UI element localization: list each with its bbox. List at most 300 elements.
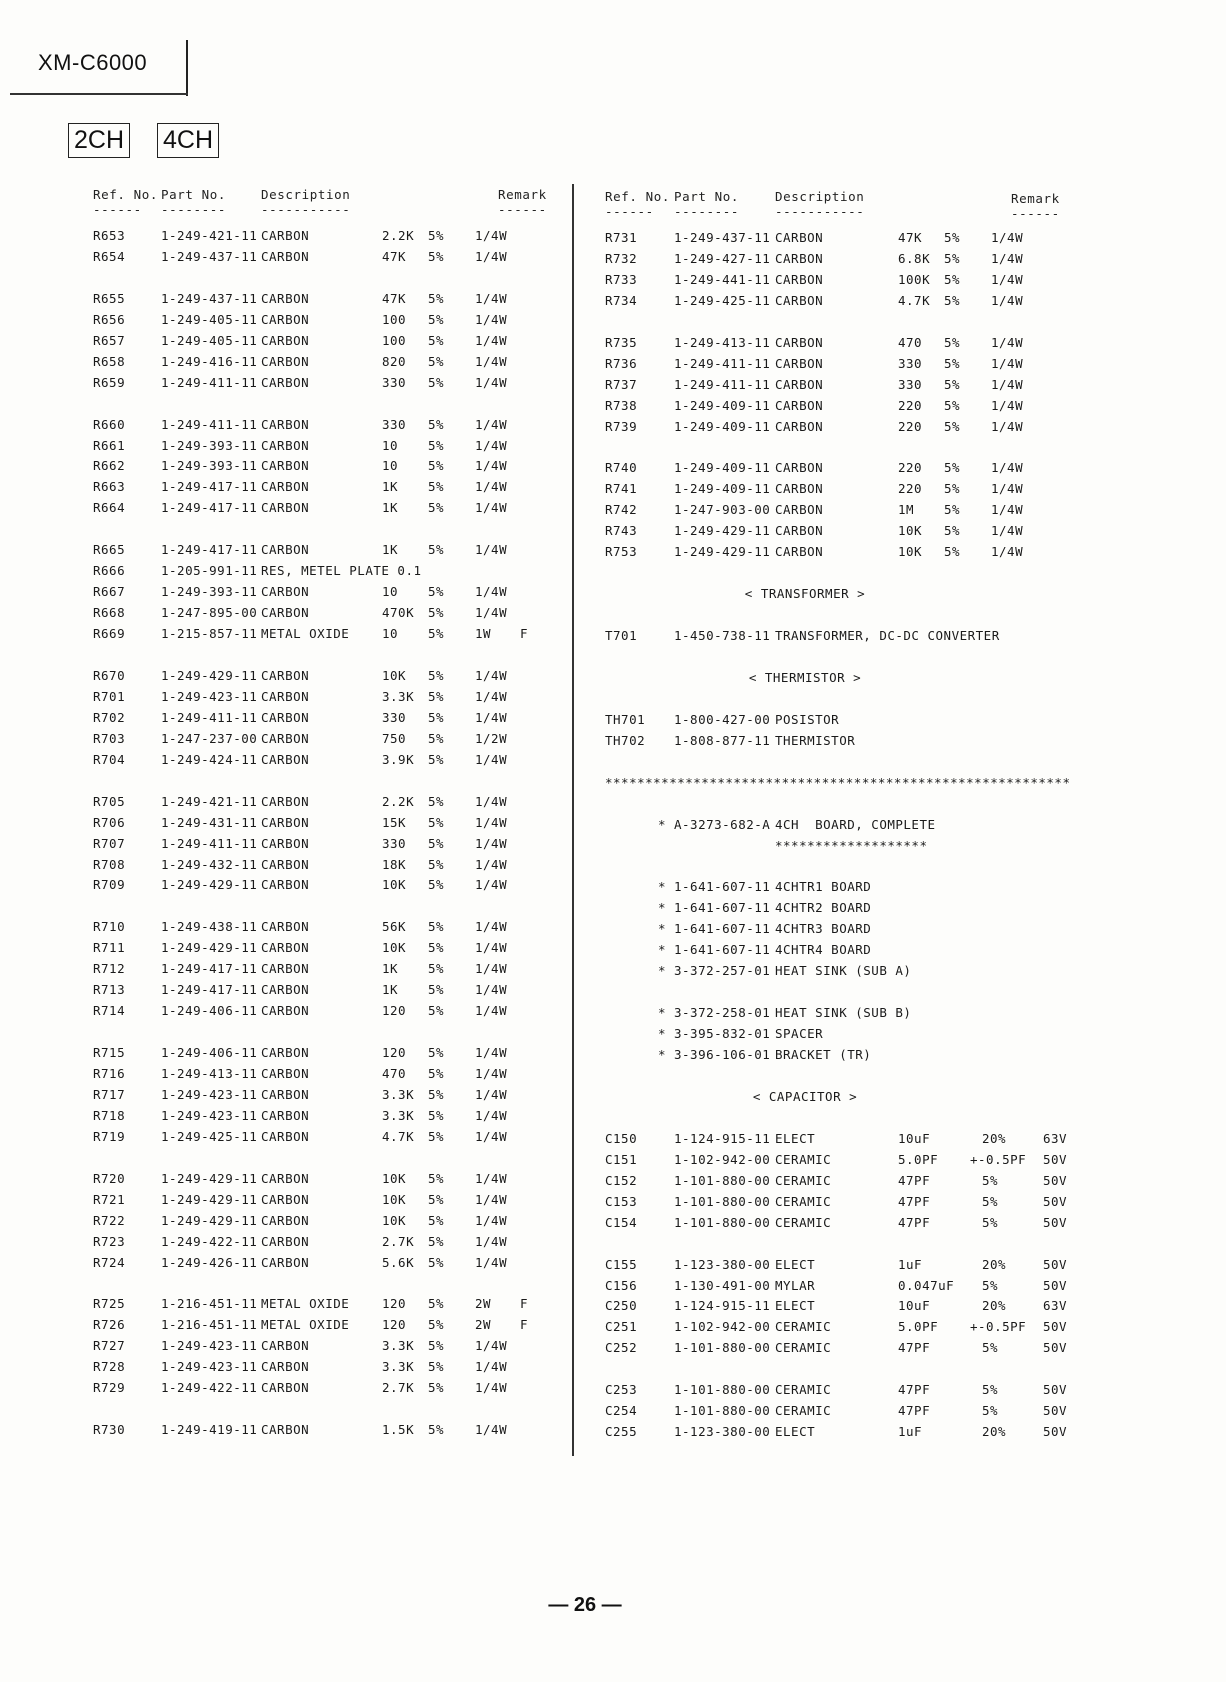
- description: CARBON: [775, 271, 824, 287]
- part-no: 1-249-429-11: [674, 544, 771, 560]
- table-row: [0, 270, 1226, 290]
- header-dash-part: --------: [674, 204, 740, 219]
- ref-no: R727: [93, 1338, 126, 1354]
- description: ELECT: [775, 1424, 816, 1440]
- description: SPACER: [775, 1026, 824, 1042]
- table-row: [0, 561, 1226, 581]
- part-no: 1-249-429-11: [161, 877, 258, 893]
- part-no: 1-249-406-11: [161, 1045, 258, 1061]
- description: CARBON: [261, 1128, 310, 1144]
- description: CARBON: [261, 1233, 310, 1249]
- description: CARBON: [261, 437, 310, 453]
- table-row: [0, 417, 1226, 437]
- resistance-value: 330: [382, 709, 407, 725]
- ref-no: R740: [605, 460, 638, 476]
- resistance-value: 10: [382, 458, 399, 474]
- part-no: 1-102-942-00: [674, 1151, 771, 1167]
- part-no: 1-249-425-11: [161, 1128, 258, 1144]
- tolerance: 5%: [944, 544, 961, 560]
- description: CARBON: [261, 542, 310, 558]
- tolerance: 5%: [428, 332, 445, 348]
- table-row: [0, 668, 1226, 688]
- part-no: 1-249-417-11: [161, 961, 258, 977]
- tolerance: 5%: [428, 730, 445, 746]
- capacitance: 47PF: [898, 1193, 931, 1209]
- ref-no: R738: [605, 397, 638, 413]
- ref-no: TH701: [605, 711, 646, 727]
- description: CERAMIC: [775, 1319, 832, 1335]
- description: ELECT: [775, 1130, 816, 1146]
- tolerance: 5%: [428, 1254, 445, 1270]
- table-row: [0, 521, 1226, 541]
- tolerance: 5%: [428, 709, 445, 725]
- part-no: 1-249-411-11: [161, 416, 258, 432]
- table-row: [0, 1317, 1226, 1337]
- model-title: XM-C6000: [38, 50, 148, 75]
- resistance-value: 10: [382, 584, 399, 600]
- power-rating: 1/4W: [475, 751, 508, 767]
- part-no: 1-101-880-00: [674, 1340, 771, 1356]
- description: CARBON: [261, 835, 310, 851]
- part-no: 1-249-438-11: [161, 919, 258, 935]
- part-no: 1-249-413-11: [674, 334, 771, 350]
- safety-mark: *: [658, 921, 667, 937]
- ref-no: R669: [93, 626, 126, 642]
- part-no: 1-123-380-00: [674, 1424, 771, 1440]
- tolerance: 5%: [428, 1380, 445, 1396]
- description: CARBON: [775, 250, 824, 266]
- tolerance: 5%: [982, 1277, 999, 1293]
- table-row: [0, 228, 1226, 248]
- tolerance: 5%: [428, 940, 445, 956]
- part-no: 1-249-422-11: [161, 1233, 258, 1249]
- part-no: 1-249-411-11: [674, 376, 771, 392]
- tolerance: 5%: [428, 1233, 445, 1249]
- description: MYLAR: [775, 1277, 816, 1293]
- power-rating: 1/4W: [475, 458, 508, 474]
- description: CARBON: [261, 730, 310, 746]
- tolerance: 5%: [428, 1359, 445, 1375]
- part-no: 1-249-405-11: [161, 332, 258, 348]
- description: CARBON: [775, 502, 824, 518]
- resistance-value: 120: [382, 1317, 407, 1333]
- resistance-value: 47K: [382, 248, 407, 264]
- part-no: 1-249-421-11: [161, 793, 258, 809]
- header-dash-ref: ------: [605, 204, 654, 219]
- ref-no: C254: [605, 1403, 638, 1419]
- ref-no: R663: [93, 479, 126, 495]
- table-row: [0, 354, 1226, 374]
- table-row: [0, 855, 1226, 875]
- ref-no: C251: [605, 1319, 638, 1335]
- table-row: [0, 1296, 1226, 1316]
- power-rating: 1/4W: [991, 355, 1024, 371]
- ref-no: C255: [605, 1424, 638, 1440]
- section-heading: < THERMISTOR >: [748, 669, 862, 685]
- resistance-value: 3.3K: [382, 1359, 415, 1375]
- safety-mark: *: [658, 1005, 667, 1021]
- part-no: 1-124-915-11: [674, 1298, 771, 1314]
- part-no: 1-247-237-00: [161, 730, 258, 746]
- table-row: [0, 1422, 1226, 1442]
- part-no: 1-249-432-11: [161, 856, 258, 872]
- power-rating: 1/4W: [475, 919, 508, 935]
- description: CARBON: [261, 982, 310, 998]
- ref-no: R729: [93, 1380, 126, 1396]
- description: ELECT: [775, 1256, 816, 1272]
- power-rating: 1W: [475, 626, 492, 642]
- resistance-value: 6.8K: [898, 250, 931, 266]
- ref-no: R730: [93, 1422, 126, 1438]
- tolerance: 5%: [428, 1191, 445, 1207]
- part-no: 1-249-393-11: [161, 437, 258, 453]
- part-no: 1-249-411-11: [161, 835, 258, 851]
- tolerance: 5%: [428, 626, 445, 642]
- section-heading: < CAPACITOR >: [752, 1088, 858, 1104]
- description: CARBON: [775, 334, 824, 350]
- power-rating: 1/4W: [475, 667, 508, 683]
- description: CARBON: [261, 1170, 310, 1186]
- safety-mark: *: [658, 1026, 667, 1042]
- ref-no: C155: [605, 1256, 638, 1272]
- tolerance: 5%: [428, 688, 445, 704]
- power-rating: 1/4W: [475, 374, 508, 390]
- part-no: 1-249-421-11: [161, 228, 258, 243]
- resistance-value: 470: [898, 334, 923, 350]
- tolerance: 20%: [982, 1130, 1007, 1146]
- table-row: [0, 792, 1226, 812]
- ref-no: R666: [93, 563, 126, 579]
- part-no: 1-249-429-11: [161, 1212, 258, 1228]
- header-part-no: Part No.: [161, 187, 227, 202]
- ref-no: R742: [605, 502, 638, 518]
- resistance-value: 1K: [382, 542, 399, 558]
- part-no: 3-395-832-01: [674, 1026, 771, 1042]
- table-row: [0, 980, 1226, 1000]
- description: 4CHTR3 BOARD: [775, 921, 872, 937]
- table-row: [0, 836, 1226, 856]
- part-no: 1-124-915-11: [674, 1130, 771, 1146]
- part-no: 1-249-423-11: [161, 1086, 258, 1102]
- ref-no: R701: [93, 688, 126, 704]
- part-no: 3-396-106-01: [674, 1047, 771, 1063]
- header-divider-horizontal: [10, 93, 188, 95]
- tolerance: 20%: [982, 1256, 1007, 1272]
- ref-no: R665: [93, 542, 126, 558]
- description: CARBON: [261, 479, 310, 495]
- description: CARBON: [775, 355, 824, 371]
- part-no: 1-249-429-11: [161, 667, 258, 683]
- voltage-rating: 50V: [1043, 1403, 1068, 1419]
- part-no: 1-249-393-11: [161, 584, 258, 600]
- power-rating: 1/4W: [475, 1191, 508, 1207]
- resistance-value: 1K: [382, 961, 399, 977]
- part-no: 1-450-738-11: [674, 628, 771, 644]
- power-rating: 1/4W: [475, 1359, 508, 1375]
- resistance-value: 10K: [382, 1191, 407, 1207]
- resistance-value: 10: [382, 437, 399, 453]
- part-no: A-3273-682-A: [674, 816, 771, 832]
- ref-no: R704: [93, 751, 126, 767]
- tolerance: 5%: [428, 856, 445, 872]
- resistance-value: 2.2K: [382, 793, 415, 809]
- resistance-value: 10K: [382, 877, 407, 893]
- resistance-value: 3.3K: [382, 1107, 415, 1123]
- table-row: [0, 1003, 1226, 1023]
- table-row: [0, 710, 1226, 730]
- header-dash-part: --------: [161, 202, 227, 217]
- power-rating: 1/4W: [475, 940, 508, 956]
- tolerance: 5%: [428, 982, 445, 998]
- part-no: 1-249-411-11: [161, 374, 258, 390]
- ref-no: R721: [93, 1191, 126, 1207]
- table-row: [0, 940, 1226, 960]
- voltage-rating: 50V: [1043, 1151, 1068, 1167]
- channel-tag-4ch: 4CH: [157, 123, 219, 158]
- power-rating: 1/4W: [991, 418, 1024, 434]
- voltage-rating: 63V: [1043, 1298, 1068, 1314]
- capacitance: 47PF: [898, 1382, 931, 1398]
- table-row: [0, 584, 1226, 604]
- power-rating: 1/4W: [475, 1086, 508, 1102]
- ref-no: C151: [605, 1151, 638, 1167]
- part-no: 1-249-424-11: [161, 751, 258, 767]
- power-rating: 1/4W: [475, 1338, 508, 1354]
- part-no: 1-249-429-11: [674, 523, 771, 539]
- ref-no: R668: [93, 605, 126, 621]
- description: CARBON: [261, 605, 310, 621]
- ref-no: C150: [605, 1130, 638, 1146]
- safety-mark: *: [658, 816, 667, 832]
- description: 4CHTR4 BOARD: [775, 942, 872, 958]
- tolerance: 5%: [428, 311, 445, 327]
- table-row: [0, 436, 1226, 456]
- resistance-value: 470: [382, 1066, 407, 1081]
- power-rating: 1/4W: [991, 502, 1024, 518]
- description: CARBON: [261, 1422, 310, 1438]
- tolerance: 5%: [428, 584, 445, 600]
- part-no: 1-808-877-11: [674, 732, 771, 748]
- resistance-value: 4.7K: [382, 1128, 415, 1144]
- ref-no: R737: [605, 376, 638, 392]
- description: CERAMIC: [775, 1193, 832, 1209]
- table-row: [0, 687, 1226, 707]
- power-rating: 1/4W: [475, 311, 508, 327]
- resistance-value: 330: [382, 416, 407, 432]
- power-rating: 1/4W: [991, 460, 1024, 476]
- resistance-value: 56K: [382, 919, 407, 935]
- description: CARBON: [261, 1380, 310, 1396]
- table-row: [0, 1255, 1226, 1275]
- power-rating: 1/4W: [475, 1380, 508, 1396]
- description: CARBON: [261, 709, 310, 725]
- description: CARBON: [775, 376, 824, 392]
- tolerance: 5%: [944, 481, 961, 497]
- table-row: [0, 961, 1226, 981]
- ref-no: R710: [93, 919, 126, 935]
- ref-no: R717: [93, 1086, 126, 1102]
- ref-no: R726: [93, 1317, 126, 1333]
- power-rating: 1/4W: [475, 228, 508, 243]
- tolerance: 5%: [944, 334, 961, 350]
- resistance-value: 4.7K: [898, 292, 931, 308]
- table-row: [0, 333, 1226, 353]
- tolerance: 5%: [428, 437, 445, 453]
- description: CERAMIC: [775, 1340, 832, 1356]
- resistance-value: 1.5K: [382, 1422, 415, 1438]
- part-no: 1-641-607-11: [674, 921, 771, 937]
- tolerance: 5%: [428, 416, 445, 432]
- ref-no: R753: [605, 544, 638, 560]
- tolerance: 5%: [944, 418, 961, 434]
- table-row: [0, 291, 1226, 311]
- part-no: 1-249-423-11: [161, 1359, 258, 1375]
- part-no: 1-249-425-11: [674, 292, 771, 308]
- resistance-value: 220: [898, 418, 923, 434]
- table-row: [0, 1045, 1226, 1065]
- power-rating: 1/4W: [991, 271, 1024, 287]
- resistance-value: 10K: [898, 523, 923, 539]
- header-dash-remark: ------: [498, 202, 547, 217]
- ref-no: C156: [605, 1277, 638, 1293]
- capacitance: 47PF: [898, 1214, 931, 1230]
- capacitance: 1uF: [898, 1424, 923, 1440]
- description: CARBON: [775, 230, 824, 245]
- tolerance: 5%: [944, 355, 961, 371]
- power-rating: 1/4W: [475, 961, 508, 977]
- part-no: 1-216-451-11: [161, 1296, 258, 1312]
- ref-no: C250: [605, 1298, 638, 1314]
- table-row: [0, 750, 1226, 770]
- part-no: 1-249-429-11: [161, 1170, 258, 1186]
- description: CARBON: [261, 353, 310, 369]
- resistance-value: 1K: [382, 500, 399, 516]
- part-no: 3-372-257-01: [674, 963, 771, 979]
- separator-asterisks: *******************: [775, 837, 928, 853]
- ref-no: R712: [93, 961, 126, 977]
- description: CARBON: [261, 667, 310, 683]
- table-row: [0, 898, 1226, 918]
- tolerance: 5%: [428, 1296, 445, 1312]
- part-no: 1-101-880-00: [674, 1193, 771, 1209]
- description: CARBON: [261, 1212, 310, 1228]
- part-no: 1-249-409-11: [674, 418, 771, 434]
- header-dash-desc: -----------: [261, 202, 351, 217]
- tolerance: 5%: [428, 877, 445, 893]
- ref-no: R718: [93, 1107, 126, 1123]
- resistance-value: 10K: [898, 544, 923, 560]
- ref-no: R670: [93, 667, 126, 683]
- description: CERAMIC: [775, 1172, 832, 1188]
- description: HEAT SINK (SUB A): [775, 963, 912, 979]
- tolerance: 5%: [428, 835, 445, 851]
- part-no: 1-205-991-11: [161, 563, 258, 579]
- description: CARBON: [261, 919, 310, 935]
- part-no: 1-249-431-11: [161, 814, 258, 830]
- tolerance: 5%: [428, 290, 445, 306]
- ref-no: R728: [93, 1359, 126, 1375]
- description: THERMISTOR: [775, 732, 856, 748]
- tolerance: 5%: [428, 542, 445, 558]
- power-rating: 1/4W: [991, 230, 1024, 245]
- part-no: 1-101-880-00: [674, 1172, 771, 1188]
- channel-tag-2ch: 2CH: [68, 123, 130, 158]
- part-no: 1-249-441-11: [674, 271, 771, 287]
- description: CARBON: [261, 793, 310, 809]
- ref-no: C252: [605, 1340, 638, 1356]
- part-no: 1-247-903-00: [674, 502, 771, 518]
- voltage-rating: 50V: [1043, 1277, 1068, 1293]
- tolerance: 5%: [428, 1128, 445, 1144]
- header-divider-vertical: [186, 40, 188, 96]
- part-no: 1-249-429-11: [161, 940, 258, 956]
- ref-no: R725: [93, 1296, 126, 1312]
- resistance-value: 470K: [382, 605, 415, 621]
- table-row: [0, 1401, 1226, 1421]
- ref-no: R713: [93, 982, 126, 998]
- capacitance: 47PF: [898, 1403, 931, 1419]
- part-no: 1-249-413-11: [161, 1066, 258, 1081]
- resistance-value: 3.3K: [382, 1338, 415, 1354]
- description: 4CHTR2 BOARD: [775, 900, 872, 916]
- resistance-value: 330: [898, 355, 923, 371]
- part-no: 1-249-409-11: [674, 460, 771, 476]
- tolerance: 5%: [428, 793, 445, 809]
- resistance-value: 120: [382, 1296, 407, 1312]
- tolerance: 5%: [428, 961, 445, 977]
- power-rating: 2W: [475, 1317, 492, 1333]
- description: CARBON: [261, 814, 310, 830]
- description: CERAMIC: [775, 1151, 832, 1167]
- power-rating: 1/4W: [475, 416, 508, 432]
- capacitance: 0.047uF: [898, 1277, 955, 1293]
- capacitance: 1uF: [898, 1256, 923, 1272]
- description: CARBON: [775, 544, 824, 560]
- ref-no: R660: [93, 416, 126, 432]
- ref-no: C153: [605, 1193, 638, 1209]
- header-dash-ref: ------: [93, 202, 142, 217]
- header-ref-no: Ref. No.: [605, 189, 671, 204]
- voltage-rating: 50V: [1043, 1193, 1068, 1209]
- ref-no: C154: [605, 1214, 638, 1230]
- tolerance: 5%: [428, 1338, 445, 1354]
- description: CARBON: [261, 940, 310, 956]
- table-row: [0, 1129, 1226, 1149]
- tolerance: 5%: [944, 230, 961, 245]
- tolerance: 5%: [982, 1214, 999, 1230]
- tolerance: 5%: [428, 374, 445, 390]
- description: METAL OXIDE: [261, 626, 350, 642]
- resistance-value: 120: [382, 1003, 407, 1019]
- header-dash-remark: ------: [1011, 206, 1060, 221]
- ref-no: R739: [605, 418, 638, 434]
- voltage-rating: 50V: [1043, 1382, 1068, 1398]
- part-no: 1-249-409-11: [674, 481, 771, 497]
- table-row: [0, 396, 1226, 416]
- description: 4CH BOARD, COMPLETE: [775, 816, 936, 832]
- tolerance: 5%: [428, 228, 445, 243]
- table-row: [0, 542, 1226, 562]
- resistance-value: 47K: [898, 230, 923, 245]
- ref-no: R662: [93, 458, 126, 474]
- table-row: [0, 877, 1226, 897]
- tolerance: 5%: [982, 1340, 999, 1356]
- ref-no: R661: [93, 437, 126, 453]
- header-ref-no: Ref. No.: [93, 187, 159, 202]
- description: CARBON: [261, 248, 310, 264]
- description: CARBON: [775, 397, 824, 413]
- description: CARBON: [261, 877, 310, 893]
